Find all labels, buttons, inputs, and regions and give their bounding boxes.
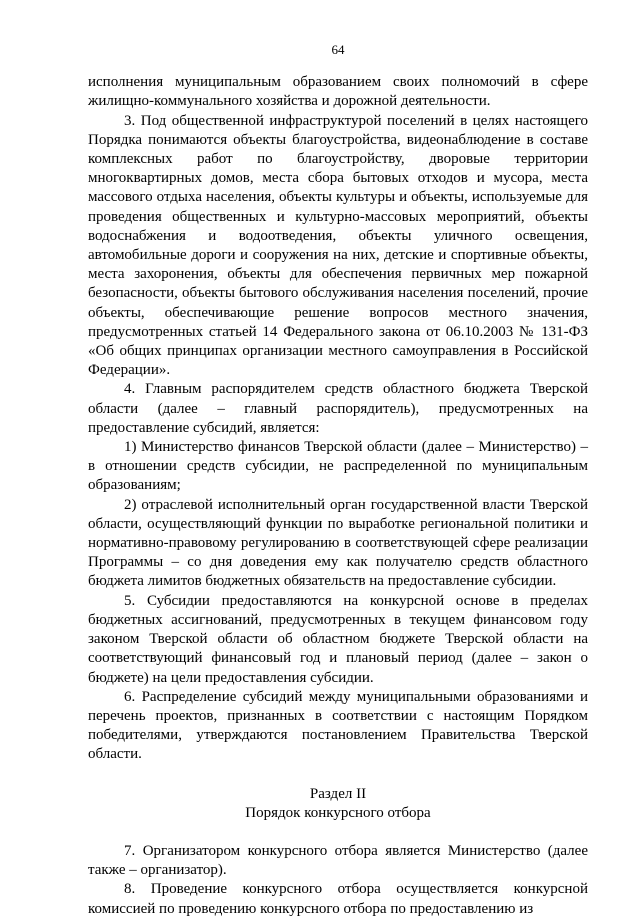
section-title: Порядок конкурсного отбора bbox=[245, 804, 431, 821]
paragraph-subitem-1: 1) Министерство финансов Тверской области (далее – Министерство) – в отношении средств субсидии, не распределенной по муниципальным образованиям; bbox=[88, 439, 588, 494]
paragraph-item-8: 8. Проведение конкурсного отбора осуществляется конкурсной комиссией по проведению конкурсного отбора по предоставлению из bbox=[88, 881, 588, 917]
page-number: 64 bbox=[331, 42, 345, 57]
paragraph-item-5: 5. Субсидии предоставляются на конкурсной основе в пределах бюджетных ассигнований, предусмотренных в текущем финансовом году законом Тверской области об областном бюджете Тверской области на соответствующий финансовый год и плановый период (далее – закон о бюджете) на цели предоставления субсидии. bbox=[88, 592, 588, 686]
paragraph-item-4: 4. Главным распорядителем средств областного бюджета Тверской области (далее – главный распорядитель), предусмотренных на предоставление субсидий, является: bbox=[88, 381, 588, 436]
paragraph-subitem-2: 2) отраслевой исполнительный орган государственной власти Тверской области, осуществляющий функции по выработке региональной политики и нормативно-правовому регулированию в соответствующей сфере реализации Программы – со дня доведения ему как получателю средств областного бюджета лимитов бюджетных обязательств на предоставление субсидии. bbox=[88, 496, 588, 590]
spacer bbox=[88, 765, 588, 785]
paragraph-item-6: 6. Распределение субсидий между муниципальными образованиями и перечень проектов, признанных в соответствии с настоящим Порядком победителями, утверждаются постановлением Правительства Тверской области. bbox=[88, 688, 588, 763]
spacer bbox=[88, 823, 588, 842]
paragraph-item-3: 3. Под общественной инфраструктурой поселений в целях настоящего Порядка понимаются объекты благоустройства, видеонаблюдение в составе комплексных работ по благоустройству, дворовые территории многоквартирных домов, места сбора бытовых отходов и мусора, места массового отдыха населения, объекты культуры и объекты, используемые для проведения общественных и культурно-массовых мероприятий, объекты водоснабжения и водоотведения, объекты уличного освещения, автомобильные дороги и сооружения на них, детские и спортивные объекты, места захоронения, объекты для обеспечения первичных мер пожарной безопасности, объекты бытового обслуживания населения поселений, прочие объекты, обеспечивающие решение вопросов местного значения, предусмотренных статьей 14 Федерального закона от 06.10.2003 № 131-ФЗ «Об общих принципах организации местного самоуправления в Российской Федерации». bbox=[88, 112, 588, 379]
paragraph-continuation: исполнения муниципальным образованием своих полномочий в сфере жилищно-коммунального хозяйства и дорожной деятельности. bbox=[88, 74, 588, 110]
document-page bbox=[88, 40, 588, 919]
paragraph-item-7: 7. Организатором конкурсного отбора является Министерство (далее также – организатор). bbox=[88, 842, 588, 879]
section-number: Раздел II bbox=[309, 785, 367, 802]
